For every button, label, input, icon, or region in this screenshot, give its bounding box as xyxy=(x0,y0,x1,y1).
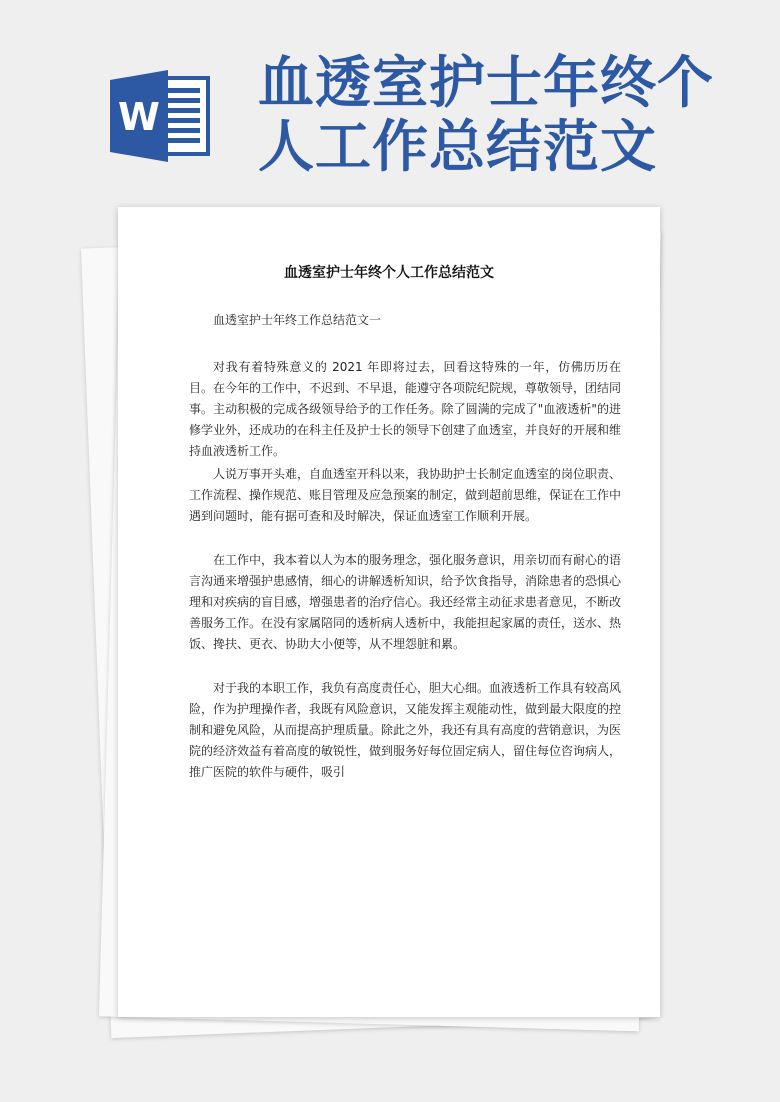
banner-title: 血透室护士年终个人工作总结范文 xyxy=(258,51,714,180)
word-logo-icon xyxy=(110,70,210,162)
document-subtitle: 血透室护士年终工作总结范文一 xyxy=(213,313,382,327)
paragraph: 人说万事开头难，自血透室开科以来，我协助护士长制定血透室的岗位职责、工作流程、操作规范、账目管理及应急预案的制定，做到超前思维，保证在工作中遇到问题时，能有据可查和及时解决，保证血透室工作顺利开展。 xyxy=(189,467,622,523)
paragraph: 对于我的本职工作，我负有高度责任心，胆大心细。血液透析工作具有较高风险，作为护理操作者，我既有风险意识，又能发挥主观能动性，做到最大限度的控制和避免风险，从而提高护理质量。除此之外，我还有具有高度的营销意识，为医院的经济效益有着高度的敏锐性，做到服务好每位固定病人，留住每位咨询病人，推广医院的软件与硬件，吸引 xyxy=(189,681,622,779)
document-page xyxy=(118,207,660,1017)
paragraph: 在工作中，我本着以人为本的服务理念，强化服务意识，用亲切而有耐心的语言沟通来增强护患感情，细心的讲解透析知识，给予饮食指导，消除患者的恐惧心理和对疾病的盲目感，增强患者的治疗信心。我还经常主动征求患者意见，不断改善服务工作。在没有家属陪同的透析病人透析中，我能担起家属的责任，送水、热饭、搀扶、更衣、协助大小便等，从不埋怨脏和累。 xyxy=(189,553,622,651)
word-logo-letter: W xyxy=(118,95,160,139)
document-title: 血透室护士年终个人工作总结范文 xyxy=(284,265,494,281)
paragraph: 对我有着特殊意义的 2021 年即将过去，回看这特殊的一年，仿佛历历在目。在今年的工作中，不迟到、不早退，能遵守各项院纪院规，尊敬领导，团结同事。主动积极的完成各级领导给予的工作任务。除了圆满的完成了"血液透析"的进修学业外，还成功的在科主任及护士长的领导下创建了血透室，并良好的开展和维持血液透析工作。 xyxy=(189,360,622,458)
